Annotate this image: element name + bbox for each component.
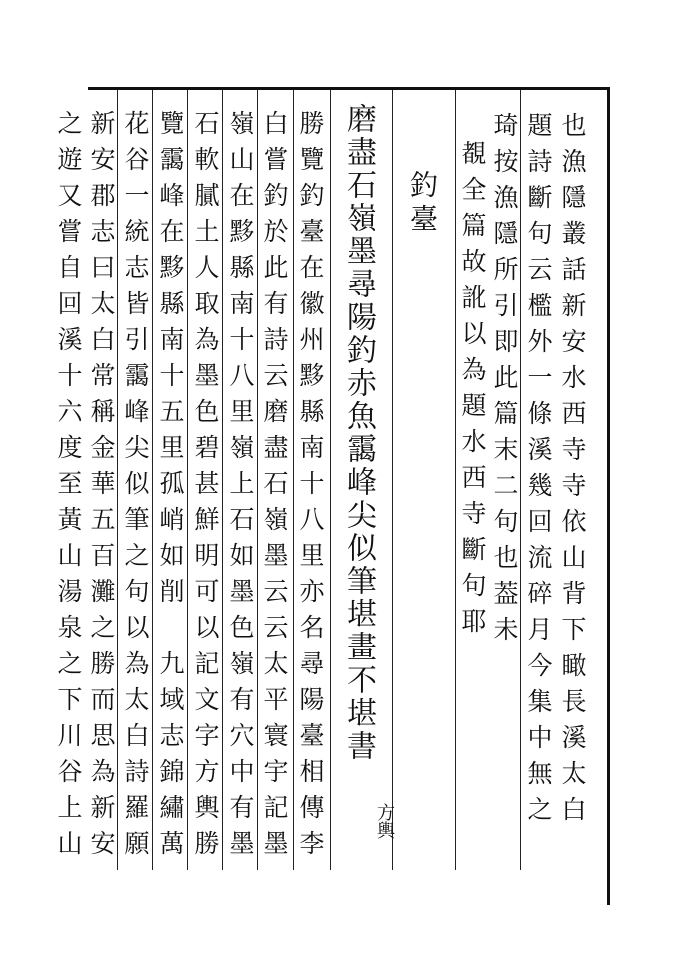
text-column: 石軟膩土人取為墨色碧甚鮮明可以記文字方輿勝	[191, 110, 220, 866]
text-column: 之遊又嘗自回溪十六度至黃山湯泉之下川谷上山	[54, 110, 83, 866]
text-column: 白嘗釣於此有詩云磨盡石嶺墨云云太平寰宇記墨	[260, 110, 289, 866]
text-column: 覩全篇故訛以為題水西寺斷句耶	[458, 140, 487, 644]
text-column: 覽靄峰在黟縣南十五里孤峭如削 九域志錦繡萬	[156, 110, 185, 866]
column-rule	[152, 90, 153, 870]
text-column: 嶺山在黟縣南十八里嶺上石如墨色嶺有穴中有墨	[226, 110, 255, 866]
poem-title: 磨盡石嶺墨尋陽釣赤魚靄峰尖似筆堪畫不堪書	[341, 103, 376, 763]
page-frame-top-border	[88, 87, 610, 90]
section-heading: 釣臺	[406, 170, 439, 238]
column-rule	[520, 90, 521, 870]
column-rule	[293, 90, 294, 870]
column-rule	[117, 90, 118, 870]
column-rule	[455, 90, 456, 870]
page-frame-right-border	[607, 87, 610, 905]
column-rule	[222, 90, 223, 870]
column-rule	[187, 90, 188, 870]
text-column: 花谷一統志皆引靄峰尖似筆之句以為太白詩羅願	[121, 110, 150, 866]
text-column: 勝覽釣臺在徽州黟縣南十八里亦名尋陽臺相傳李	[296, 110, 325, 866]
title-note: 方輿	[374, 803, 395, 839]
text-column: 新安郡志曰太白常稱金華五百灘之勝而思為新安	[87, 110, 116, 866]
text-column: 也漁隱叢話新安水西寺寺依山背下瞰長溪太白	[558, 112, 587, 832]
column-rule	[330, 90, 331, 870]
text-column: 琦按漁隱所引即此篇末二句也葢未	[490, 112, 519, 652]
column-rule	[392, 90, 393, 870]
column-rule	[257, 90, 258, 870]
text-column: 題詩斷句云檻外一條溪幾回流碎月今集中無之	[524, 112, 553, 832]
